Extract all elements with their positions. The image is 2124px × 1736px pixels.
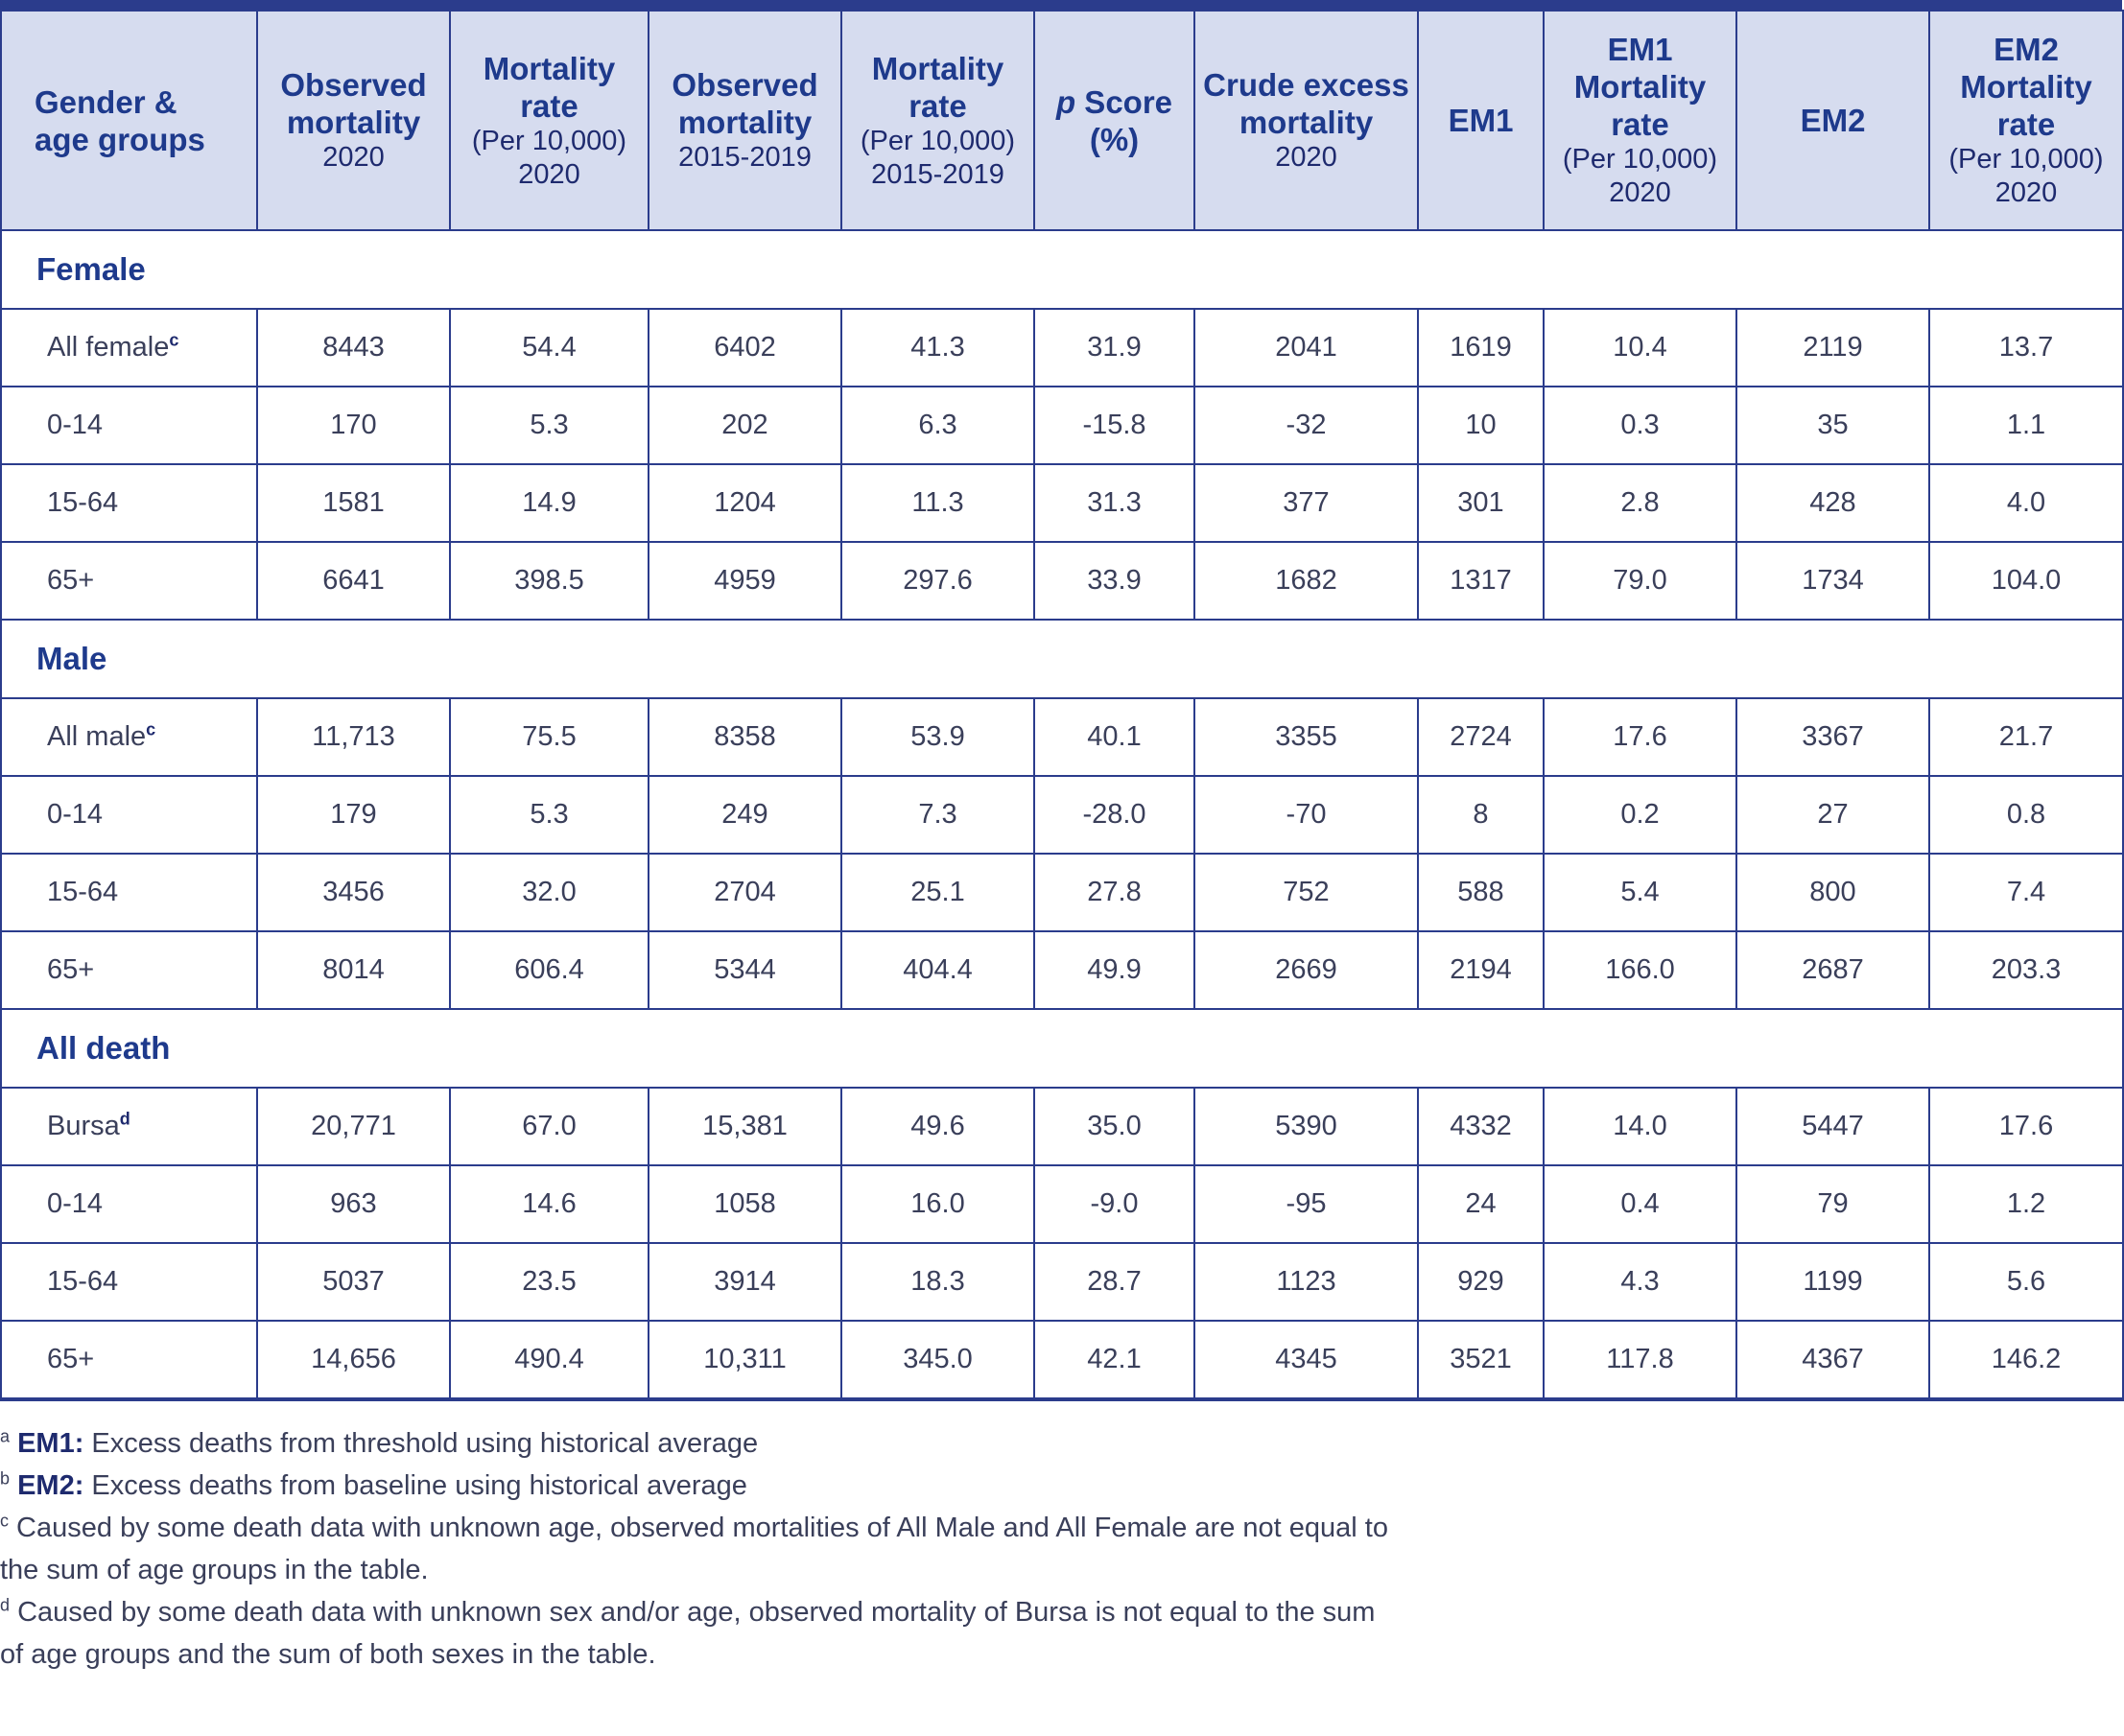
row-label (1, 698, 257, 776)
footnote (0, 1591, 1401, 1676)
table-cell: 1734 (1736, 542, 1929, 620)
table-cell: 5.3 (450, 776, 649, 854)
table-cell: 1.2 (1929, 1165, 2123, 1243)
column-header-title: EM1 Mortality rate (1573, 32, 1707, 142)
column-header-title: Mortality rate (483, 50, 616, 124)
footnote-mark: d (119, 1109, 130, 1129)
table-cell: 10,311 (649, 1321, 841, 1399)
row-label-text: 0-14 (47, 1188, 104, 1219)
table-cell: 1581 (257, 464, 450, 542)
table-row (1, 309, 2123, 387)
table-cell: 104.0 (1929, 542, 2123, 620)
column-header-subtitle: 2020 (322, 142, 385, 173)
column-header-subtitle: 2015-2019 (678, 142, 812, 173)
table-cell: 17.6 (1544, 698, 1736, 776)
table-cell: 11,713 (257, 698, 450, 776)
row-label (1, 776, 257, 854)
table-cell: 4345 (1194, 1321, 1418, 1399)
row-label-text: 0-14 (47, 410, 104, 440)
table-cell: 35.0 (1034, 1088, 1194, 1165)
table-cell: 49.9 (1034, 931, 1194, 1009)
table-cell: 54.4 (450, 309, 649, 387)
table-cell: 20,771 (257, 1088, 450, 1165)
row-label (1, 931, 257, 1009)
table-cell: 1204 (649, 464, 841, 542)
table-cell: 752 (1194, 854, 1418, 931)
table-cell: 2724 (1418, 698, 1544, 776)
table-cell: 27 (1736, 776, 1929, 854)
table-cell: 249 (649, 776, 841, 854)
row-label-text: 65+ (47, 565, 95, 596)
table-cell: 67.0 (450, 1088, 649, 1165)
table-cell: 3367 (1736, 698, 1929, 776)
section-title: Male (1, 620, 2123, 698)
table-cell: 0.4 (1544, 1165, 1736, 1243)
column-header-subtitle: (Per 10,000) 2020 (1562, 144, 1718, 208)
row-label (1, 309, 257, 387)
table-cell: 53.9 (841, 698, 1034, 776)
column-header-subtitle: 2020 (1275, 142, 1337, 173)
footnote-mark: a (0, 1426, 11, 1446)
table-cell: 606.4 (450, 931, 649, 1009)
table-cell: 301 (1418, 464, 1544, 542)
section-row (1, 230, 2123, 309)
column-header-title: Crude excess mortality (1203, 67, 1409, 140)
table-cell: 41.3 (841, 309, 1034, 387)
footnote-mark: c (169, 330, 179, 350)
table-row (1, 931, 2123, 1009)
table-cell: 23.5 (450, 1243, 649, 1321)
column-header-title: p Score (%) (1055, 83, 1173, 157)
table-cell: 14,656 (257, 1321, 450, 1399)
table-cell: 8358 (649, 698, 841, 776)
row-label-text: 65+ (47, 1344, 95, 1374)
table-cell: 146.2 (1929, 1321, 2123, 1399)
table-cell: 21.7 (1929, 698, 2123, 776)
table-row (1, 854, 2123, 931)
table-cell: 203.3 (1929, 931, 2123, 1009)
table-cell: 7.4 (1929, 854, 2123, 931)
table-cell: 8014 (257, 931, 450, 1009)
table-cell: 8443 (257, 309, 450, 387)
table-cell: 6402 (649, 309, 841, 387)
table-row (1, 1321, 2123, 1399)
table-cell: 11.3 (841, 464, 1034, 542)
column-header-title: Observed mortality (280, 67, 427, 140)
table-cell: 5037 (257, 1243, 450, 1321)
table-cell: 2041 (1194, 309, 1418, 387)
column-header-7 (1418, 11, 1544, 230)
table-cell: 4959 (649, 542, 841, 620)
row-label-text: 15-64 (47, 877, 119, 907)
table-cell: 377 (1194, 464, 1418, 542)
table-cell: 14.0 (1544, 1088, 1736, 1165)
row-label-text: All male (47, 721, 147, 752)
column-header-title: Observed mortality (672, 67, 818, 140)
table-cell: 17.6 (1929, 1088, 2123, 1165)
column-header-5 (1034, 11, 1194, 230)
table-cell: 4.0 (1929, 464, 2123, 542)
table-cell: 588 (1418, 854, 1544, 931)
row-label (1, 854, 257, 931)
row-label (1, 387, 257, 464)
column-header-subtitle: (Per 10,000) 2020 (1948, 144, 2104, 208)
table-cell: 10.4 (1544, 309, 1736, 387)
table-cell: 963 (257, 1165, 450, 1243)
table-cell: -70 (1194, 776, 1418, 854)
footnote-text: Caused by some death data with unknown sex and/or age, observed mortality of Bursa is not equal to the sum of age groups and the sum of both sexes in the table. (0, 1597, 1376, 1670)
row-label-text: Bursa (47, 1111, 120, 1141)
table-cell: 1.1 (1929, 387, 2123, 464)
table-row (1, 698, 2123, 776)
footnote-mark: d (0, 1595, 11, 1615)
table-row (1, 542, 2123, 620)
table-cell: 179 (257, 776, 450, 854)
footnote (0, 1507, 1401, 1591)
section-title: All death (1, 1009, 2123, 1088)
row-label-text: 15-64 (47, 487, 119, 518)
table-cell: -9.0 (1034, 1165, 1194, 1243)
table-cell: 1682 (1194, 542, 1418, 620)
table-cell: 42.1 (1034, 1321, 1194, 1399)
table-row (1, 1243, 2123, 1321)
table-cell: 3914 (649, 1243, 841, 1321)
table-cell: 10 (1418, 387, 1544, 464)
table-cell: 2669 (1194, 931, 1418, 1009)
table-cell: 345.0 (841, 1321, 1034, 1399)
row-label-text: All female (47, 332, 170, 363)
table-cell: 398.5 (450, 542, 649, 620)
row-label (1, 1321, 257, 1399)
table-cell: 1058 (649, 1165, 841, 1243)
table-cell: 2.8 (1544, 464, 1736, 542)
column-header-2 (450, 11, 649, 230)
table-row (1, 1088, 2123, 1165)
footnote-text: Excess deaths from threshold using historical average (83, 1428, 759, 1459)
footnote (0, 1422, 1401, 1465)
footnote (0, 1465, 1401, 1507)
column-header-title: EM1 (1448, 103, 1514, 138)
table-cell: 6641 (257, 542, 450, 620)
row-label (1, 1243, 257, 1321)
column-header-subtitle: (Per 10,000) 2015-2019 (860, 125, 1016, 190)
table-cell: 49.6 (841, 1088, 1034, 1165)
footnotes (0, 1422, 1401, 1676)
table-cell: 170 (257, 387, 450, 464)
footnote-term: EM1: (17, 1428, 84, 1459)
table-cell: 3521 (1418, 1321, 1544, 1399)
top-rule (0, 0, 2122, 10)
table-cell: 31.9 (1034, 309, 1194, 387)
table-cell: 35 (1736, 387, 1929, 464)
table-cell: 40.1 (1034, 698, 1194, 776)
table-cell: 5.6 (1929, 1243, 2123, 1321)
footnote-text: Caused by some death data with unknown age, observed mortalities of All Male and All Female are not equal to the sum of age groups in the table. (0, 1513, 1388, 1585)
table-cell: 3355 (1194, 698, 1418, 776)
table-cell: 5.3 (450, 387, 649, 464)
table-cell: -15.8 (1034, 387, 1194, 464)
table-cell: 0.8 (1929, 776, 2123, 854)
table-cell: 490.4 (450, 1321, 649, 1399)
table-cell: 5344 (649, 931, 841, 1009)
table-cell: 16.0 (841, 1165, 1034, 1243)
table-row (1, 464, 2123, 542)
column-header-0 (1, 11, 257, 230)
table-cell: 5390 (1194, 1088, 1418, 1165)
header-row (1, 11, 2123, 230)
footnote-term: EM2: (17, 1470, 84, 1501)
column-header-4 (841, 11, 1034, 230)
column-header-1 (257, 11, 450, 230)
table-cell: 2704 (649, 854, 841, 931)
table-cell: 166.0 (1544, 931, 1736, 1009)
table-cell: 929 (1418, 1243, 1544, 1321)
footnote-mark: c (146, 719, 156, 739)
section-row (1, 1009, 2123, 1088)
table-cell: -32 (1194, 387, 1418, 464)
table-cell: 32.0 (450, 854, 649, 931)
table-header (1, 11, 2123, 230)
column-header-3 (649, 11, 841, 230)
table-cell: 3456 (257, 854, 450, 931)
table-cell: 18.3 (841, 1243, 1034, 1321)
table-cell: 33.9 (1034, 542, 1194, 620)
table-cell: 79.0 (1544, 542, 1736, 620)
table-cell: 79 (1736, 1165, 1929, 1243)
table-cell: 27.8 (1034, 854, 1194, 931)
table-cell: -28.0 (1034, 776, 1194, 854)
table-cell: 4367 (1736, 1321, 1929, 1399)
row-label-text: 0-14 (47, 799, 104, 830)
footnote-mark: b (0, 1468, 11, 1489)
section-title: Female (1, 230, 2123, 309)
table-cell: 1123 (1194, 1243, 1418, 1321)
table-row (1, 387, 2123, 464)
table-cell: 14.9 (450, 464, 649, 542)
row-label (1, 542, 257, 620)
table-cell: 2119 (1736, 309, 1929, 387)
column-header-title: EM2 Mortality rate (1960, 32, 2092, 142)
section-row (1, 620, 2123, 698)
column-header-title: EM2 (1800, 103, 1866, 138)
table-cell: 0.3 (1544, 387, 1736, 464)
table-cell: 202 (649, 387, 841, 464)
table-cell: 25.1 (841, 854, 1034, 931)
table-cell: 800 (1736, 854, 1929, 931)
footnote-mark: c (0, 1511, 9, 1531)
table-cell: 1317 (1418, 542, 1544, 620)
table-row (1, 1165, 2123, 1243)
table-cell: 14.6 (450, 1165, 649, 1243)
table-cell: 404.4 (841, 931, 1034, 1009)
table-cell: 24 (1418, 1165, 1544, 1243)
table-cell: 15,381 (649, 1088, 841, 1165)
table-cell: -95 (1194, 1165, 1418, 1243)
table-cell: 7.3 (841, 776, 1034, 854)
table-row (1, 776, 2123, 854)
column-header-6 (1194, 11, 1418, 230)
table-cell: 4332 (1418, 1088, 1544, 1165)
footnote-text: Excess deaths from baseline using historical average (83, 1470, 747, 1501)
table-cell: 2194 (1418, 931, 1544, 1009)
table-cell: 28.7 (1034, 1243, 1194, 1321)
column-header-subtitle: (Per 10,000) 2020 (471, 125, 627, 190)
row-label-text: 15-64 (47, 1266, 119, 1297)
column-header-8 (1544, 11, 1736, 230)
table-cell: 75.5 (450, 698, 649, 776)
table-cell: 6.3 (841, 387, 1034, 464)
row-label (1, 1165, 257, 1243)
table-cell: 117.8 (1544, 1321, 1736, 1399)
table-cell: 13.7 (1929, 309, 2123, 387)
table-cell: 8 (1418, 776, 1544, 854)
excess-mortality-table (0, 10, 2124, 1401)
row-label (1, 1088, 257, 1165)
table-cell: 1199 (1736, 1243, 1929, 1321)
column-header-title: Mortality rate (871, 50, 1004, 124)
table-cell: 297.6 (841, 542, 1034, 620)
table-cell: 5.4 (1544, 854, 1736, 931)
table-cell: 428 (1736, 464, 1929, 542)
row-label-text: 65+ (47, 954, 95, 985)
column-header-title: Gender & age groups (35, 83, 205, 157)
table-cell: 31.3 (1034, 464, 1194, 542)
table-cell: 2687 (1736, 931, 1929, 1009)
column-header-10 (1929, 11, 2123, 230)
table-body (1, 230, 2123, 1399)
column-header-9 (1736, 11, 1929, 230)
table-cell: 1619 (1418, 309, 1544, 387)
table-cell: 0.2 (1544, 776, 1736, 854)
row-label (1, 464, 257, 542)
table-cell: 5447 (1736, 1088, 1929, 1165)
table-cell: 4.3 (1544, 1243, 1736, 1321)
